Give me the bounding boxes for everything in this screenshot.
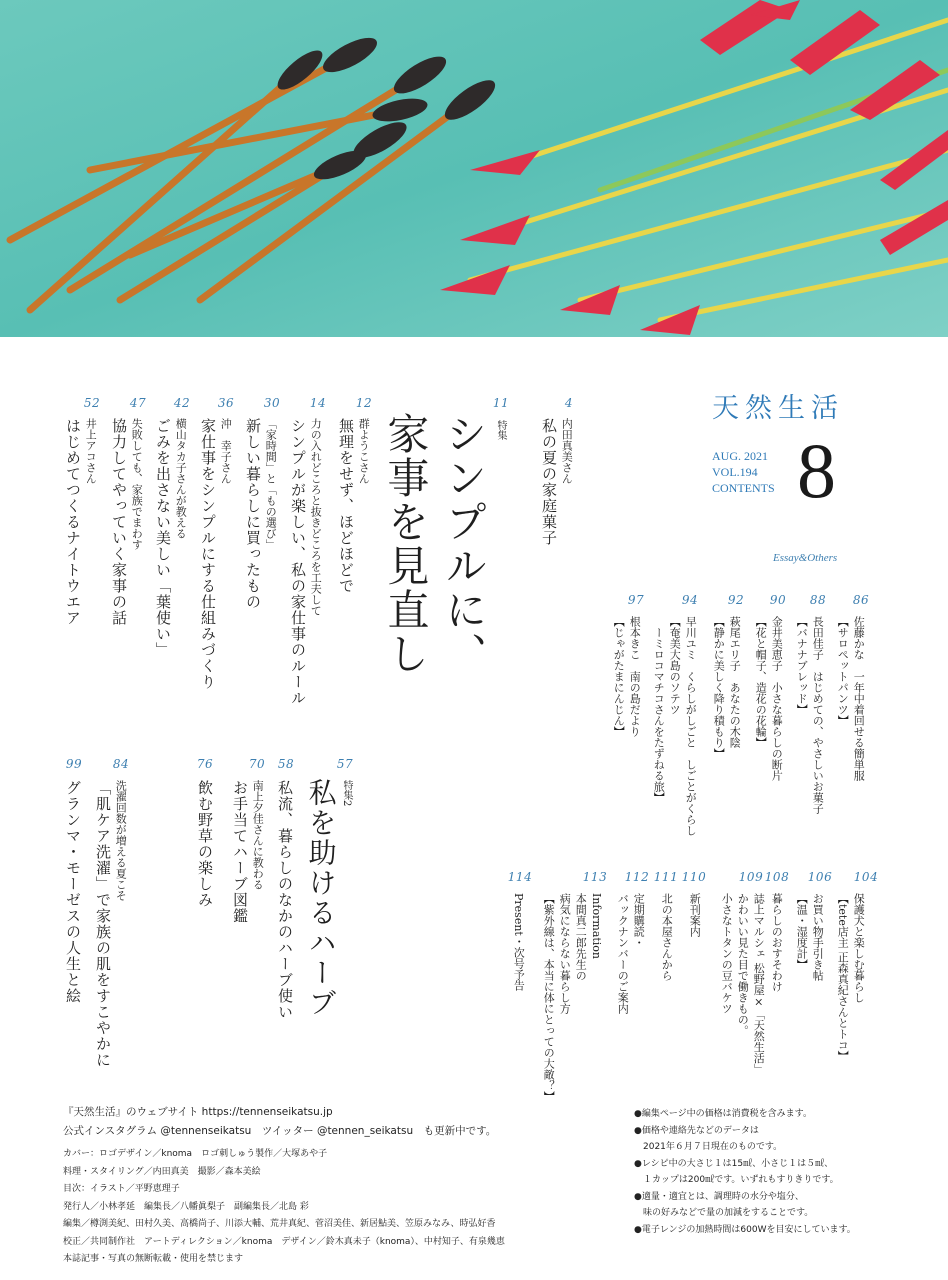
credit-line: 編集／樽渕美紀、田村久美、高橋尚子、川添大輔、荒井真紀、菅沼美佳、新居鮎美、笠原みなみ、時弘好香 — [63, 1219, 496, 1229]
page-number: 114 — [507, 870, 533, 884]
other-title: Present・次号予告 — [512, 893, 526, 991]
other-subtitle: 【温・湿度計】 — [795, 893, 809, 970]
credit-line: 発行人／小林孝延 編集長／八幡眞梨子 副編集長／北島 彩 — [63, 1201, 309, 1212]
page-number: 58 — [277, 757, 295, 771]
edition-volume: VOL.194 — [712, 465, 758, 479]
hero-illustration — [0, 0, 948, 337]
toc-author: 南上夕佳さんに教わる — [251, 780, 265, 890]
page-number: 113 — [582, 870, 608, 884]
other-title: 誌上マルシェ 松野屋×「天然生活」 — [752, 893, 766, 1075]
other-title: 保護犬と楽しむ暮らし — [852, 893, 866, 1003]
toc-subtitle: 「家時間」と「もの選び」 — [264, 418, 278, 550]
page-number: 57 — [336, 757, 354, 771]
issue-number: 8 — [797, 427, 836, 514]
essay-subtitle: 【サロペットパンツ】 — [836, 616, 850, 726]
note-line: １カップは200㎖です。いずれもすりきりです。 — [634, 1175, 839, 1185]
credit-line: カバー：ロゴデザイン／knoma ロゴ刺しゅう製作／大塚あや子 — [63, 1149, 328, 1159]
toc-author: 内田真美さん — [560, 418, 574, 484]
other-title: 暮らしのおすそわけ — [770, 893, 784, 992]
toc-author: 井上アコさん — [84, 418, 98, 484]
page-number: 70 — [248, 757, 266, 771]
toc-title: シンプルが楽しい、私の家仕事のルール — [289, 418, 307, 706]
essay-title: 長田佳子 はじめての、やさしいお菓子 — [811, 616, 825, 814]
essay-subtitle: 【じゃがたまにんじん】 — [612, 616, 626, 737]
page-number: 97 — [627, 593, 645, 607]
other-title: 北の本屋さんから — [660, 893, 674, 981]
toc-title: 家仕事をシンプルにする仕組みづくり — [199, 418, 217, 690]
toc-subtitle: 力の入れどころと抜きどころを工夫して — [309, 418, 323, 616]
other-subtitle: 本間真二郎先生の — [574, 893, 588, 981]
toc-title: 私の夏の家庭菓子 — [540, 418, 558, 546]
toc-title: お手当てハーブ図鑑 — [231, 780, 249, 924]
other-title: お買い物手引き帖 — [811, 893, 825, 981]
toc-title: はじめてつくるナイトウエア — [64, 418, 82, 626]
page-number: 11 — [492, 396, 510, 410]
other-subtitle: 【tete店主 正森真紀さんとトコ】 — [836, 893, 850, 1062]
toc-subtitle: 失敗しても、家族でまわす — [130, 418, 144, 550]
page-number: 76 — [196, 757, 214, 771]
feature-tag: 特集2 — [341, 780, 352, 807]
other-subtitle: 小さなトタンの豆バケツ — [720, 893, 734, 1014]
feature-headline: 家事を見直し — [381, 412, 431, 676]
other-subtitle: 【紫外線は、本当に体にとっての大敵？】 — [542, 893, 556, 1102]
other-title: Information — [590, 893, 604, 960]
toc-title: 飲む野草の楽しみ — [196, 780, 214, 908]
credit-line: 料理・スタイリング／内田真美 撮影／森本美絵 — [63, 1166, 261, 1177]
page-number: 84 — [112, 757, 130, 771]
note-line: ●適量・適宜とは、調理時の水分や塩分、 — [634, 1191, 804, 1202]
toc-author: 横山タカ子さんが教える — [174, 418, 188, 539]
note-line: 味の好みなどで量の加減をすることです。 — [634, 1208, 814, 1218]
essay-subtitle: 【バナナブレッド】 — [795, 616, 809, 715]
page-number: 111 — [653, 870, 679, 884]
essay-title: 早川ユミ くらしがしごと しごとがくらし — [684, 616, 698, 836]
hero-svg — [0, 0, 948, 337]
page-number: 108 — [764, 870, 790, 884]
feature-headline: シンプルに、 — [439, 412, 489, 676]
note-line: ●電子レンジの加熱時間は600Wを目安にしています。 — [634, 1224, 856, 1235]
credit-line: 本誌記事・写真の無断転載・使用を禁じます — [63, 1254, 244, 1264]
essay-title: 佐藤かな 一年中着回せる簡単服 — [852, 616, 866, 781]
toc-title: 私流、暮らしのなかのハーブ使い — [276, 780, 294, 1020]
page-number: 104 — [853, 870, 879, 884]
page-number: 90 — [769, 593, 787, 607]
other-subtitle: バックナンバーのご案内 — [616, 893, 630, 1014]
toc-title: 新しい暮らしに買ったもの — [244, 418, 262, 610]
note-line: 2021年６月７日現在のものです。 — [634, 1142, 783, 1152]
toc-author: 群ようこさん — [357, 418, 371, 484]
toc-title: ごみを出さない美しい「葉使い」 — [154, 418, 172, 658]
page-number: 36 — [217, 396, 235, 410]
toc-title: グランマ・モーゼスの人生と絵 — [64, 780, 82, 1004]
credit-line: 校正／共同制作社 アートディレクション／knoma デザイン／鈴木真未子（knoma）、中村知子、有泉幾恵 — [63, 1236, 505, 1247]
magazine-title: 天然生活 — [712, 393, 844, 424]
footer-credits — [63, 1146, 583, 1269]
contents-label: CONTENTS — [712, 481, 775, 495]
feature-headline: 私を助けるハーブ — [304, 778, 338, 1018]
toc-title: 「肌ケア洗濯」で家族の肌をすこやかに — [94, 780, 112, 1068]
essay-title: 根本きこ 南の島だより — [628, 616, 642, 737]
toc-title: 無理をせず、ほどほどで — [337, 418, 355, 594]
essay-title: 萩尾エリ子 あなたの木陰 — [728, 616, 742, 748]
page-number: 99 — [65, 757, 83, 771]
page-number: 92 — [727, 593, 745, 607]
page-number: 88 — [809, 593, 827, 607]
other-subtitle: 病気にならない暮らし方 — [558, 893, 572, 1014]
page-number: 14 — [309, 396, 327, 410]
footer-notes — [634, 1106, 934, 1238]
other-title: 新刊案内 — [688, 893, 702, 937]
essay-subtitle: 【花と帽子、造花の花輪】 — [754, 616, 768, 748]
page-number: 110 — [681, 870, 707, 884]
toc-subtitle: 洗濯回数が増える夏こそ — [114, 780, 128, 901]
page-number: 86 — [852, 593, 870, 607]
page-number: 52 — [83, 396, 101, 410]
page-number: 47 — [129, 396, 147, 410]
essay-others-label: Essay&Others — [773, 552, 838, 564]
essay-subtitle: 【奄美大島のソテツ — [668, 616, 682, 715]
feature-tag: 特集 — [495, 420, 506, 440]
page-number: 4 — [564, 396, 574, 410]
page-number: 30 — [263, 396, 281, 410]
page-number: 109 — [738, 870, 764, 884]
essay-subtitle: ーミロコマチコさんをたずねる旅】 — [652, 616, 666, 803]
toc-author: 沖 幸子さん — [219, 418, 233, 484]
essay-title: 金井美恵子 小さな暮らしの断片 — [770, 616, 784, 781]
other-title: 定期購読・ — [632, 893, 646, 948]
footer-sns: 公式インスタグラム @tennenseikatsu ツイッター @tennen_seikatsu も更新中です。 — [63, 1125, 497, 1137]
note-line: ●価格や連絡先などのデータは — [634, 1125, 759, 1136]
credit-line: 目次：イラスト／平野恵理子 — [63, 1184, 180, 1194]
note-line: ●編集ページ中の価格は消費税を含みます。 — [634, 1109, 812, 1119]
page-number: 94 — [681, 593, 699, 607]
page-number: 42 — [173, 396, 191, 410]
note-line: ●レシピ中の大さじ１は15㎖、小さじ１は５㎖、 — [634, 1158, 834, 1169]
edition-date: AUG. 2021 — [712, 449, 768, 463]
other-subtitle: かわいい見た目で働きもの。 — [736, 893, 750, 1036]
essay-subtitle: 【静かに美しく降り積もり】 — [712, 616, 726, 759]
page-number: 106 — [807, 870, 833, 884]
page-number: 12 — [355, 396, 373, 410]
footer-web: 『天然生活』のウェブサイト https://tennenseikatsu.jp — [63, 1106, 333, 1118]
edition-info — [712, 448, 775, 496]
toc-title: 協力してやっていく家事の話 — [110, 418, 128, 626]
page-number: 112 — [624, 870, 650, 884]
